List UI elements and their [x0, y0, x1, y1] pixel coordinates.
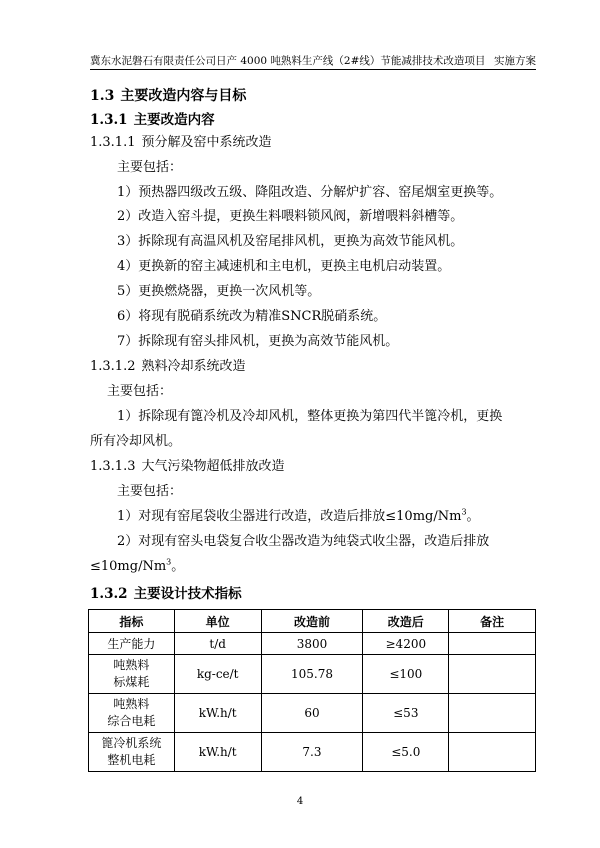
column-header: 指标: [89, 610, 175, 633]
section-heading-1-3-2: [90, 584, 242, 604]
metric-line: 篦冷机系统: [101, 736, 162, 750]
after-cell: ≥4200: [363, 633, 449, 655]
unit-cell: kg-ce/t: [174, 655, 261, 694]
table-header-row: [89, 610, 536, 633]
section-heading-1-3-1-3: [90, 457, 285, 477]
list-item-text: 1）对现有窑尾袋收尘器进行改造，改造后排放≤10mg/Nm: [117, 509, 462, 524]
section-number: 1.3.1: [90, 112, 128, 128]
after-cell: ≤100: [363, 655, 449, 694]
metric-cell: [89, 694, 175, 733]
metric-line: 综合电耗: [107, 714, 156, 728]
section-title: 主要设计技术指标: [133, 586, 242, 602]
page-header: [90, 53, 536, 70]
table-row: [89, 694, 536, 733]
section-number: 1.3.1.3: [90, 459, 136, 474]
page-number: 4: [296, 796, 304, 807]
section-number: 1.3.1.2: [90, 359, 136, 374]
list-item: [117, 507, 480, 527]
list-item-continuation: 所有冷却风机。: [90, 434, 182, 449]
intro-text: 主要包括：: [117, 484, 183, 499]
unit-cell: t/d: [174, 633, 261, 655]
list-item-end: 。: [171, 559, 185, 574]
section-title: 大气污染物超低排放改造: [141, 459, 285, 474]
header-doc-type: 实施方案: [494, 55, 536, 67]
metric-line: 吨熟料: [113, 697, 150, 711]
intro-text: 主要包括：: [107, 384, 173, 399]
list-item: 1）预热器四级改五级、降阻改造、分解炉扩容、窑尾烟室更换等。: [117, 185, 503, 200]
list-item: 6）将现有脱硝系统改为精准SNCR脱硝系统。: [117, 309, 387, 324]
section-title: 熟料冷却系统改造: [141, 359, 246, 374]
list-item: 2）改造入窑斗提，更换生料喂料锁风阀，新增喂料斜槽等。: [117, 209, 464, 224]
metric-cell: 生产能力: [89, 633, 175, 655]
superscript: 3: [461, 507, 467, 517]
section-number: 1.3.2: [90, 586, 128, 602]
column-header: 单位: [174, 610, 261, 633]
section-heading-1-3: [90, 86, 246, 106]
column-header: 备注: [449, 610, 536, 633]
note-cell: [449, 655, 536, 694]
unit-cell: kW.h/t: [174, 694, 261, 733]
before-cell: 60: [261, 694, 363, 733]
section-heading-1-3-1: [90, 110, 215, 130]
list-item: 5）更换燃烧器，更换一次风机等。: [117, 284, 321, 299]
note-cell: [449, 694, 536, 733]
intro-text: 主要包括：: [117, 160, 183, 175]
header-project-title: 冀东水泥磐石有限责任公司日产 4000 吨熟料生产线（2#线）节能减排技术改造项目: [90, 55, 486, 67]
column-header: 改造前: [261, 610, 363, 633]
list-item: 3）拆除现有高温风机及窑尾排风机，更换为高效节能风机。: [117, 234, 464, 249]
list-item: 7）拆除现有窑头排风机，更换为高效节能风机。: [117, 334, 399, 349]
list-item-text: ≤10mg/Nm: [90, 559, 167, 574]
section-title: 主要改造内容: [133, 112, 215, 128]
after-cell: ≤53: [363, 694, 449, 733]
section-title: 主要改造内容与目标: [120, 88, 247, 104]
before-cell: 3800: [261, 633, 363, 655]
section-title: 预分解及窑中系统改造: [141, 135, 272, 150]
superscript: 3: [166, 557, 172, 567]
section-number: 1.3.1.1: [90, 135, 136, 150]
column-header: 改造后: [363, 610, 449, 633]
design-indicators-table: [88, 609, 536, 772]
before-cell: 105.78: [261, 655, 363, 694]
unit-cell: kW.h/t: [174, 733, 261, 772]
metric-cell: [89, 733, 175, 772]
note-cell: [449, 633, 536, 655]
list-item: 4）更换新的窑主减速机和主电机，更换主电机启动装置。: [117, 259, 451, 274]
list-item: 2）对现有窑头电袋复合收尘器改造为纯袋式收尘器，改造后排放: [117, 534, 490, 549]
list-item-end: 。: [466, 509, 480, 524]
list-item: 1）拆除现有篦冷机及冷却风机，整体更换为第四代半篦冷机，更换: [117, 409, 503, 424]
after-cell: ≤5.0: [363, 733, 449, 772]
section-number: 1.3: [90, 88, 115, 104]
note-cell: [449, 733, 536, 772]
section-heading-1-3-1-2: [90, 357, 246, 377]
table-row: [89, 655, 536, 694]
table-row: [89, 733, 536, 772]
metric-line: 整机电耗: [107, 753, 156, 767]
section-heading-1-3-1-1: [90, 133, 272, 153]
metric-line: 吨熟料: [113, 658, 150, 672]
metric-cell: [89, 655, 175, 694]
table-row: [89, 633, 536, 655]
before-cell: 7.3: [261, 733, 363, 772]
list-item-continuation: [90, 557, 184, 577]
metric-line: 标煤耗: [113, 675, 150, 689]
